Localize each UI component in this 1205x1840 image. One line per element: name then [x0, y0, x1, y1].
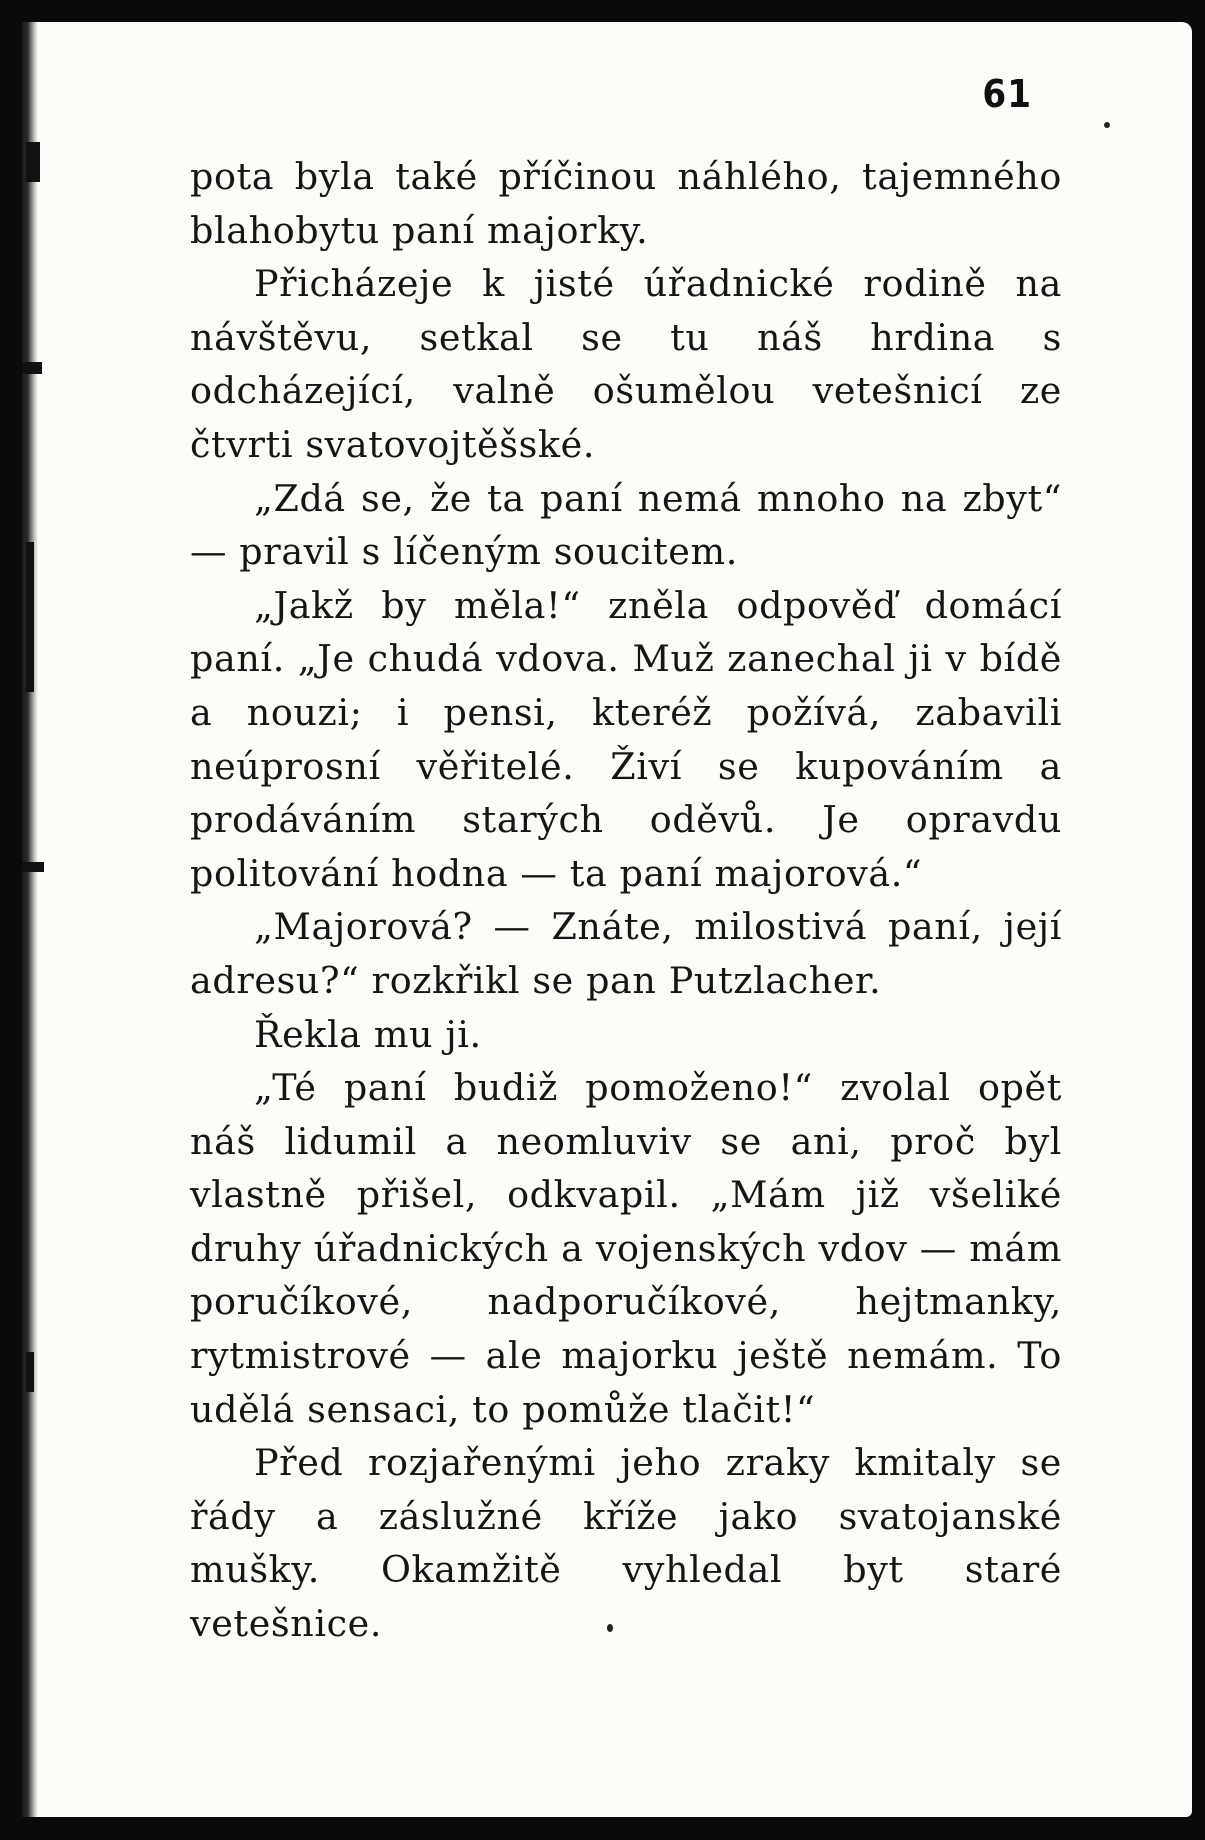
binding-mark	[26, 542, 34, 692]
binding-mark	[26, 142, 40, 182]
body-text	[190, 150, 1062, 1651]
paragraph-3: „Zdá se, že ta paní nemá mnoho na zbyt“ — pravil s líčeným soucitem.	[190, 476, 1062, 574]
binding-shadow	[22, 22, 38, 1817]
paragraph-8: Před rozjařenými jeho zraky kmitaly se řády a záslužné kříže jako svatojanské mušky. Okamžitě vyhledal byt staré vetešnice.	[190, 1441, 1062, 1646]
paragraph-1: pota byla také příčinou náhlého, tajemného blahobytu paní majorky.	[190, 155, 1062, 252]
paper-speck	[1104, 122, 1110, 128]
page-number: 61	[982, 72, 1032, 116]
binding-mark	[22, 862, 44, 872]
binding-mark	[22, 362, 42, 374]
paragraph-6: Řekla mu ji.	[254, 1012, 482, 1056]
paragraph-2: Přicházeje k jisté úřadnické rodině na návštěvu, setkal se tu náš hrdina s odcházející, valně ošumělou vetešnicí ze čtvrti svatovojtěšské.	[190, 262, 1062, 466]
paragraph-4: „Jakž by měla!“ zněla odpověď domácí paní. „Je chudá vdova. Muž zanechal ji v bídě a nouzi; i pensi, kteréž požívá, zabavili neúprosní věřitelé. Živí se kupováním a prodáváním starých oděvů. Je opravdu politování hodna — ta paní majorová.“	[190, 583, 1062, 895]
paragraph-5: „Majorová? — Znáte, milostivá paní, její adresu?“ rozkřikl se pan Putzlacher.	[190, 905, 1062, 1002]
book-page	[22, 22, 1192, 1817]
binding-mark	[26, 1352, 34, 1392]
paragraph-7: „Té paní budiž pomoženo!“ zvolal opět náš lidumil a neomluviv se ani, proč byl vlastně přišel, odkvapil. „Mám již všeliké druhy úřadnických a vojenských vdov — mám poručíkové, nadporučíkové, hejtmanky, rytmistrové — ale majorku ještě nemám. To udělá sensaci, to pomůže tlačit!“	[190, 1066, 1062, 1431]
